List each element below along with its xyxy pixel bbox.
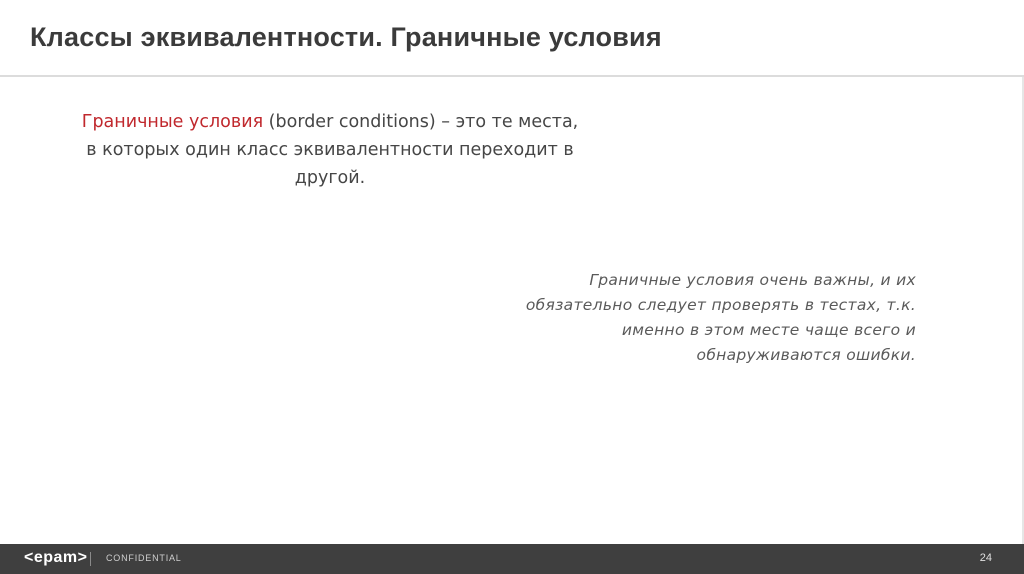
footer-bar: [0, 544, 1024, 574]
epam-logo: <epam>: [24, 549, 88, 566]
title-divider: [0, 75, 1024, 77]
definition-line-1: [20, 108, 640, 136]
note-line-1: Граничные условия очень важны, и их: [589, 271, 916, 289]
slide-title: Классы эквивалентности. Граничные условия: [30, 22, 662, 52]
note-line-2: обязательно следует проверять в тестах, т.к.: [525, 296, 916, 314]
page-number: 24: [979, 552, 992, 564]
confidential-label: CONFIDENTIAL: [106, 553, 182, 563]
note-text: [420, 268, 916, 368]
definition-text: [20, 108, 640, 192]
footer-separator: [90, 552, 91, 566]
note-line-4: обнаруживаются ошибки.: [696, 346, 916, 364]
definition-rest: (border conditions) – это те места,: [263, 112, 579, 132]
definition-line-3: другой.: [294, 168, 366, 188]
definition-term: Граничные условия: [81, 112, 264, 132]
definition-line-2: в которых один класс эквивалентности переходит в: [86, 140, 574, 160]
note-line-3: именно в этом месте чаще всего и: [621, 321, 916, 339]
